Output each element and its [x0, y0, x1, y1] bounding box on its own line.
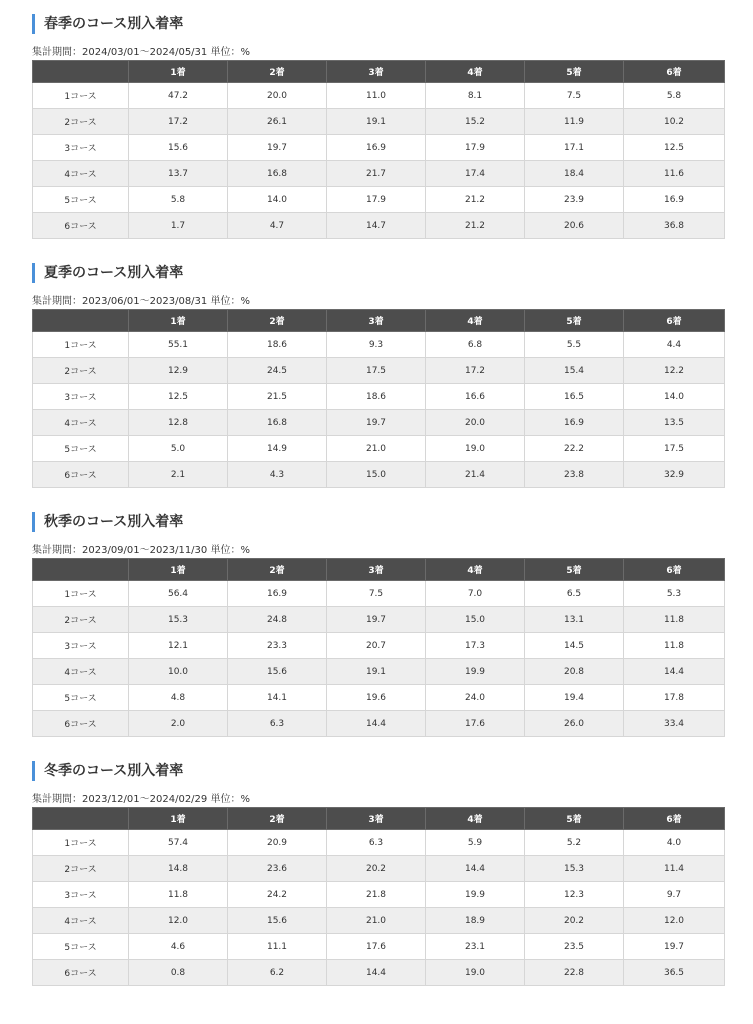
- rate-cell: 18.6: [327, 384, 426, 410]
- rate-cell: 14.4: [426, 856, 525, 882]
- rate-cell: 14.4: [327, 960, 426, 986]
- rate-cell: 0.8: [129, 960, 228, 986]
- rate-cell: 21.0: [327, 908, 426, 934]
- rate-cell: 17.5: [624, 436, 725, 462]
- rate-cell: 56.4: [129, 581, 228, 607]
- rate-cell: 5.2: [525, 830, 624, 856]
- rate-cell: 4.6: [129, 934, 228, 960]
- column-header: 3着: [327, 310, 426, 332]
- table-row: [33, 332, 725, 358]
- rate-cell: 5.9: [426, 830, 525, 856]
- rate-cell: 17.4: [426, 161, 525, 187]
- rate-cell: 20.2: [525, 908, 624, 934]
- column-header: 6着: [624, 61, 725, 83]
- rate-cell: 9.3: [327, 332, 426, 358]
- header-corner-cell: [33, 61, 129, 83]
- rate-cell: 55.1: [129, 332, 228, 358]
- rate-cell: 18.9: [426, 908, 525, 934]
- rate-cell: 12.2: [624, 358, 725, 384]
- rate-cell: 15.6: [228, 908, 327, 934]
- column-header: 3着: [327, 808, 426, 830]
- rate-cell: 15.6: [228, 659, 327, 685]
- course-label: 3コース: [33, 633, 129, 659]
- rate-cell: 14.0: [228, 187, 327, 213]
- rate-cell: 14.9: [228, 436, 327, 462]
- summer-section: [32, 263, 724, 503]
- rate-cell: 12.1: [129, 633, 228, 659]
- rate-cell: 14.7: [327, 213, 426, 239]
- rate-cell: 12.5: [129, 384, 228, 410]
- summer-section-title: 夏季のコース別入着率: [32, 263, 183, 283]
- rate-cell: 21.0: [327, 436, 426, 462]
- summer-period-note: 集計期間：2023/06/01～2023/08/31 単位：%: [32, 296, 250, 307]
- column-header: 3着: [327, 61, 426, 83]
- rate-cell: 20.9: [228, 830, 327, 856]
- rate-cell: 17.3: [426, 633, 525, 659]
- column-header: 6着: [624, 310, 725, 332]
- rate-cell: 16.8: [228, 161, 327, 187]
- course-label: 1コース: [33, 581, 129, 607]
- rate-cell: 12.8: [129, 410, 228, 436]
- table-row: [33, 581, 725, 607]
- rate-cell: 2.0: [129, 711, 228, 737]
- table-row: [33, 856, 725, 882]
- table-header-row: [33, 559, 725, 581]
- rate-cell: 4.0: [624, 830, 725, 856]
- rate-cell: 12.0: [624, 908, 725, 934]
- rate-cell: 21.2: [426, 213, 525, 239]
- rate-cell: 12.5: [624, 135, 725, 161]
- table-row: [33, 711, 725, 737]
- rate-cell: 14.4: [327, 711, 426, 737]
- course-label: 1コース: [33, 332, 129, 358]
- rate-cell: 23.8: [525, 462, 624, 488]
- table-row: [33, 659, 725, 685]
- column-header: 1着: [129, 808, 228, 830]
- course-label: 2コース: [33, 607, 129, 633]
- rate-cell: 11.8: [624, 607, 725, 633]
- rate-cell: 11.6: [624, 161, 725, 187]
- rate-cell: 13.1: [525, 607, 624, 633]
- table-row: [33, 83, 725, 109]
- column-header: 4着: [426, 310, 525, 332]
- rate-cell: 17.8: [624, 685, 725, 711]
- course-label: 4コース: [33, 908, 129, 934]
- course-label: 6コース: [33, 213, 129, 239]
- rate-cell: 14.5: [525, 633, 624, 659]
- column-header: 5着: [525, 559, 624, 581]
- column-header: 2着: [228, 61, 327, 83]
- header-corner-cell: [33, 808, 129, 830]
- rate-cell: 19.0: [426, 436, 525, 462]
- rate-cell: 57.4: [129, 830, 228, 856]
- rate-cell: 6.3: [327, 830, 426, 856]
- course-label: 4コース: [33, 410, 129, 436]
- rate-cell: 20.0: [228, 83, 327, 109]
- rate-cell: 5.3: [624, 581, 725, 607]
- rate-cell: 11.1: [228, 934, 327, 960]
- table-header-row: [33, 61, 725, 83]
- column-header: 5着: [525, 310, 624, 332]
- rate-cell: 15.6: [129, 135, 228, 161]
- table-row: [33, 934, 725, 960]
- rate-cell: 24.2: [228, 882, 327, 908]
- rate-cell: 17.5: [327, 358, 426, 384]
- table-row: [33, 960, 725, 986]
- rate-cell: 15.3: [129, 607, 228, 633]
- rate-cell: 4.4: [624, 332, 725, 358]
- course-label: 5コース: [33, 187, 129, 213]
- summer-stats-table: [32, 309, 725, 488]
- column-header: 4着: [426, 808, 525, 830]
- column-header: 6着: [624, 808, 725, 830]
- rate-cell: 36.8: [624, 213, 725, 239]
- course-label: 1コース: [33, 830, 129, 856]
- rate-cell: 17.6: [426, 711, 525, 737]
- rate-cell: 17.2: [129, 109, 228, 135]
- rate-cell: 19.1: [327, 109, 426, 135]
- rate-cell: 26.1: [228, 109, 327, 135]
- rate-cell: 20.7: [327, 633, 426, 659]
- winter-stats-table: [32, 807, 725, 986]
- rate-cell: 16.9: [525, 410, 624, 436]
- rate-cell: 5.0: [129, 436, 228, 462]
- rate-cell: 14.1: [228, 685, 327, 711]
- table-row: [33, 882, 725, 908]
- rate-cell: 16.5: [525, 384, 624, 410]
- rate-cell: 23.6: [228, 856, 327, 882]
- rate-cell: 13.5: [624, 410, 725, 436]
- table-row: [33, 384, 725, 410]
- rate-cell: 7.0: [426, 581, 525, 607]
- rate-cell: 12.0: [129, 908, 228, 934]
- winter-section-title: 冬季のコース別入着率: [32, 761, 183, 781]
- rate-cell: 4.7: [228, 213, 327, 239]
- rate-cell: 15.3: [525, 856, 624, 882]
- course-label: 6コース: [33, 462, 129, 488]
- rate-cell: 13.7: [129, 161, 228, 187]
- rate-cell: 4.8: [129, 685, 228, 711]
- rate-cell: 23.9: [525, 187, 624, 213]
- table-row: [33, 830, 725, 856]
- course-label: 3コース: [33, 882, 129, 908]
- rate-cell: 19.7: [624, 934, 725, 960]
- rate-cell: 6.2: [228, 960, 327, 986]
- rate-cell: 36.5: [624, 960, 725, 986]
- rate-cell: 17.2: [426, 358, 525, 384]
- rate-cell: 19.4: [525, 685, 624, 711]
- course-label: 1コース: [33, 83, 129, 109]
- rate-cell: 6.3: [228, 711, 327, 737]
- autumn-section-title: 秋季のコース別入着率: [32, 512, 183, 532]
- rate-cell: 21.2: [426, 187, 525, 213]
- header-corner-cell: [33, 559, 129, 581]
- rate-cell: 23.1: [426, 934, 525, 960]
- course-label: 5コース: [33, 436, 129, 462]
- rate-cell: 18.6: [228, 332, 327, 358]
- rate-cell: 9.7: [624, 882, 725, 908]
- rate-cell: 11.8: [624, 633, 725, 659]
- rate-cell: 15.2: [426, 109, 525, 135]
- rate-cell: 20.0: [426, 410, 525, 436]
- rate-cell: 20.8: [525, 659, 624, 685]
- rate-cell: 16.8: [228, 410, 327, 436]
- rate-cell: 19.7: [327, 410, 426, 436]
- rate-cell: 17.9: [426, 135, 525, 161]
- winter-period-note: 集計期間：2023/12/01～2024/02/29 単位：%: [32, 794, 250, 805]
- rate-cell: 19.9: [426, 659, 525, 685]
- rate-cell: 24.8: [228, 607, 327, 633]
- rate-cell: 5.5: [525, 332, 624, 358]
- course-label: 2コース: [33, 109, 129, 135]
- rate-cell: 17.1: [525, 135, 624, 161]
- rate-cell: 4.3: [228, 462, 327, 488]
- column-header: 1着: [129, 61, 228, 83]
- rate-cell: 21.4: [426, 462, 525, 488]
- rate-cell: 14.0: [624, 384, 725, 410]
- table-row: [33, 410, 725, 436]
- course-label: 6コース: [33, 711, 129, 737]
- rate-cell: 17.9: [327, 187, 426, 213]
- table-row: [33, 135, 725, 161]
- rate-cell: 15.0: [327, 462, 426, 488]
- spring-section: [32, 14, 724, 254]
- rate-cell: 19.7: [228, 135, 327, 161]
- rate-cell: 19.7: [327, 607, 426, 633]
- rate-cell: 22.8: [525, 960, 624, 986]
- rate-cell: 2.1: [129, 462, 228, 488]
- course-label: 4コース: [33, 659, 129, 685]
- column-header: 2着: [228, 559, 327, 581]
- rate-cell: 16.9: [624, 187, 725, 213]
- rate-cell: 32.9: [624, 462, 725, 488]
- column-header: 1着: [129, 310, 228, 332]
- winter-section: [32, 761, 724, 1001]
- course-label: 2コース: [33, 856, 129, 882]
- rate-cell: 24.5: [228, 358, 327, 384]
- course-label: 2コース: [33, 358, 129, 384]
- table-row: [33, 685, 725, 711]
- table-row: [33, 161, 725, 187]
- column-header: 4着: [426, 559, 525, 581]
- table-row: [33, 633, 725, 659]
- rate-cell: 5.8: [129, 187, 228, 213]
- rate-cell: 47.2: [129, 83, 228, 109]
- column-header: 3着: [327, 559, 426, 581]
- rate-cell: 8.1: [426, 83, 525, 109]
- spring-period-note: 集計期間：2024/03/01～2024/05/31 単位：%: [32, 47, 250, 58]
- rate-cell: 11.9: [525, 109, 624, 135]
- column-header: 4着: [426, 61, 525, 83]
- autumn-period-note: 集計期間：2023/09/01～2023/11/30 単位：%: [32, 545, 250, 556]
- column-header: 1着: [129, 559, 228, 581]
- rate-cell: 15.0: [426, 607, 525, 633]
- rate-cell: 18.4: [525, 161, 624, 187]
- rate-cell: 12.9: [129, 358, 228, 384]
- course-label: 3コース: [33, 384, 129, 410]
- course-label: 4コース: [33, 161, 129, 187]
- table-header-row: [33, 808, 725, 830]
- rate-cell: 23.3: [228, 633, 327, 659]
- rate-cell: 20.2: [327, 856, 426, 882]
- rate-cell: 19.6: [327, 685, 426, 711]
- rate-cell: 14.4: [624, 659, 725, 685]
- table-header-row: [33, 310, 725, 332]
- table-row: [33, 187, 725, 213]
- rate-cell: 16.9: [228, 581, 327, 607]
- rate-cell: 19.1: [327, 659, 426, 685]
- rate-cell: 14.8: [129, 856, 228, 882]
- rate-cell: 7.5: [327, 581, 426, 607]
- rate-cell: 24.0: [426, 685, 525, 711]
- rate-cell: 23.5: [525, 934, 624, 960]
- autumn-section: [32, 512, 724, 752]
- column-header: 5着: [525, 61, 624, 83]
- rate-cell: 15.4: [525, 358, 624, 384]
- rate-cell: 11.0: [327, 83, 426, 109]
- course-label: 5コース: [33, 934, 129, 960]
- rate-cell: 21.5: [228, 384, 327, 410]
- rate-cell: 16.9: [327, 135, 426, 161]
- rate-cell: 21.7: [327, 161, 426, 187]
- course-label: 3コース: [33, 135, 129, 161]
- rate-cell: 7.5: [525, 83, 624, 109]
- rate-cell: 19.9: [426, 882, 525, 908]
- spring-section-title: 春季のコース別入着率: [32, 14, 183, 34]
- autumn-stats-table: [32, 558, 725, 737]
- rate-cell: 20.6: [525, 213, 624, 239]
- rate-cell: 26.0: [525, 711, 624, 737]
- rate-cell: 10.2: [624, 109, 725, 135]
- course-label: 5コース: [33, 685, 129, 711]
- table-row: [33, 358, 725, 384]
- column-header: 2着: [228, 310, 327, 332]
- table-row: [33, 908, 725, 934]
- rate-cell: 19.0: [426, 960, 525, 986]
- column-header: 6着: [624, 559, 725, 581]
- table-row: [33, 462, 725, 488]
- rate-cell: 16.6: [426, 384, 525, 410]
- rate-cell: 6.8: [426, 332, 525, 358]
- rate-cell: 17.6: [327, 934, 426, 960]
- rate-cell: 11.4: [624, 856, 725, 882]
- rate-cell: 10.0: [129, 659, 228, 685]
- table-row: [33, 436, 725, 462]
- rate-cell: 21.8: [327, 882, 426, 908]
- column-header: 5着: [525, 808, 624, 830]
- table-row: [33, 213, 725, 239]
- column-header: 2着: [228, 808, 327, 830]
- rate-cell: 12.3: [525, 882, 624, 908]
- rate-cell: 33.4: [624, 711, 725, 737]
- table-row: [33, 109, 725, 135]
- spring-stats-table: [32, 60, 725, 239]
- rate-cell: 11.8: [129, 882, 228, 908]
- rate-cell: 22.2: [525, 436, 624, 462]
- rate-cell: 1.7: [129, 213, 228, 239]
- table-row: [33, 607, 725, 633]
- course-label: 6コース: [33, 960, 129, 986]
- header-corner-cell: [33, 310, 129, 332]
- rate-cell: 6.5: [525, 581, 624, 607]
- rate-cell: 5.8: [624, 83, 725, 109]
